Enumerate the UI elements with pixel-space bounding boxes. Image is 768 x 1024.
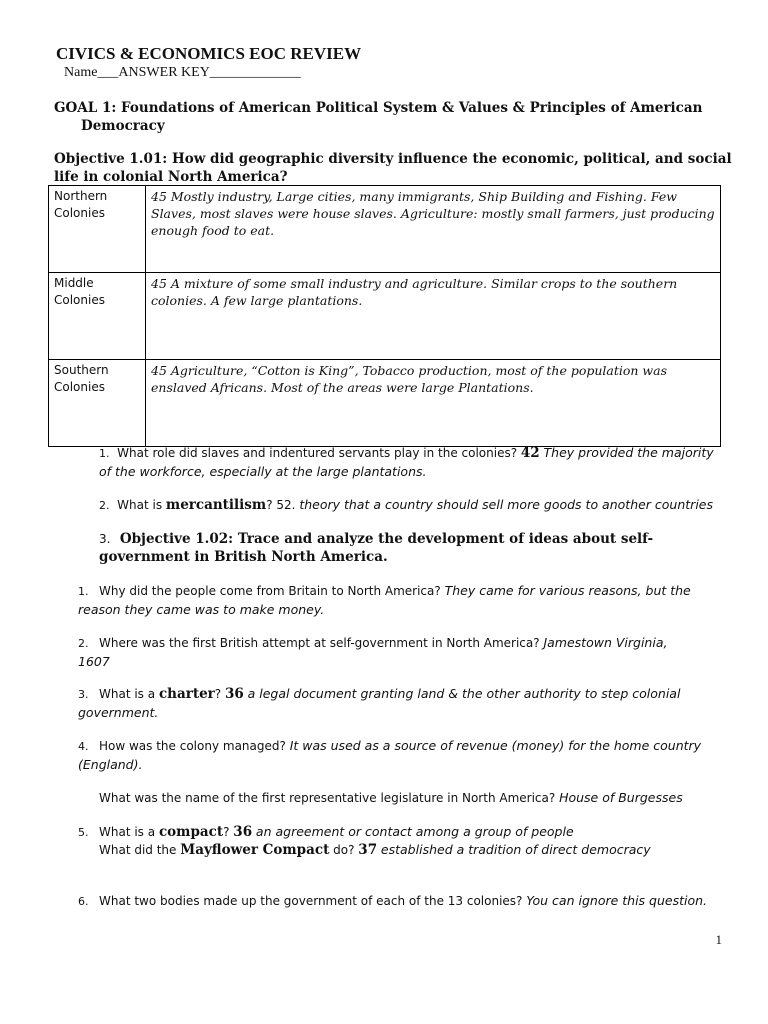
row-answer: 45 Agriculture, “Cotton is King”, Tobacco production, most of the population was enslaved Africans. Most of the areas were large Plantations. bbox=[146, 360, 721, 447]
table-row bbox=[49, 273, 721, 360]
row-label: Southern Colonies bbox=[49, 360, 146, 447]
table-row bbox=[49, 186, 721, 273]
goal-heading bbox=[54, 99, 744, 135]
page-number: 1 bbox=[715, 932, 722, 947]
question-4-followup: What was the name of the first representative legislature in North America? House of Burgesses bbox=[99, 790, 683, 805]
goal-line-2: Democracy bbox=[81, 118, 165, 134]
row-label: Northern Colonies bbox=[49, 186, 146, 273]
sub-question-2: 2. What is mercantilism? 52. theory that a country should sell more goods to another countries bbox=[99, 497, 713, 513]
question-5-followup: What did the Mayflower Compact do? 37 established a tradition of direct democracy bbox=[99, 842, 651, 858]
objective-1-01-heading: Objective 1.01: How did geographic diversity influence the economic, political, and social life in colonial North America? bbox=[54, 151, 732, 185]
question-3: 3. What is a charter? 36 a legal document granting land & the other authority to step colonial government. bbox=[78, 686, 681, 720]
question-2: 2. Where was the first British attempt at self-government in North America? Jamestown Virginia, 1607 bbox=[78, 635, 668, 669]
question-5: 5. What is a compact? 36 an agreement or contact among a group of people bbox=[78, 824, 574, 840]
row-label: Middle Colonies bbox=[49, 273, 146, 360]
page-title: CIVICS & ECONOMICS EOC REVIEW bbox=[56, 44, 362, 63]
table-row bbox=[49, 360, 721, 447]
goal-line-1: GOAL 1: Foundations of American Political System & Values & Principles of American bbox=[54, 100, 703, 116]
name-line: Name___ANSWER KEY_____________ bbox=[64, 65, 301, 80]
question-6: 6. What two bodies made up the government of each of the 13 colonies? You can ignore this question. bbox=[78, 893, 708, 908]
colonies-table bbox=[48, 185, 721, 447]
objective-1-02-heading: 3. Objective 1.02: Trace and analyze the development of ideas about self-government in British North America. bbox=[99, 531, 654, 565]
row-answer: 45 Mostly industry, Large cities, many immigrants, Ship Building and Fishing. Few Slaves, most slaves were house slaves. Agriculture: mostly small farmers, just producing enough food to eat. bbox=[146, 186, 721, 273]
sub-question-1: 1. What role did slaves and indentured servants play in the colonies? 42 They provided the majority of the workforce, especially at the large plantations. bbox=[99, 445, 714, 479]
question-4: 4. How was the colony managed? It was used as a source of revenue (money) for the home country (England). bbox=[78, 738, 702, 772]
row-answer: 45 A mixture of some small industry and agriculture. Similar crops to the southern colonies. A few large plantations. bbox=[146, 273, 721, 360]
question-1: 1. Why did the people come from Britain to North America? They came for various reasons, but the reason they came was to make money. bbox=[78, 583, 691, 617]
